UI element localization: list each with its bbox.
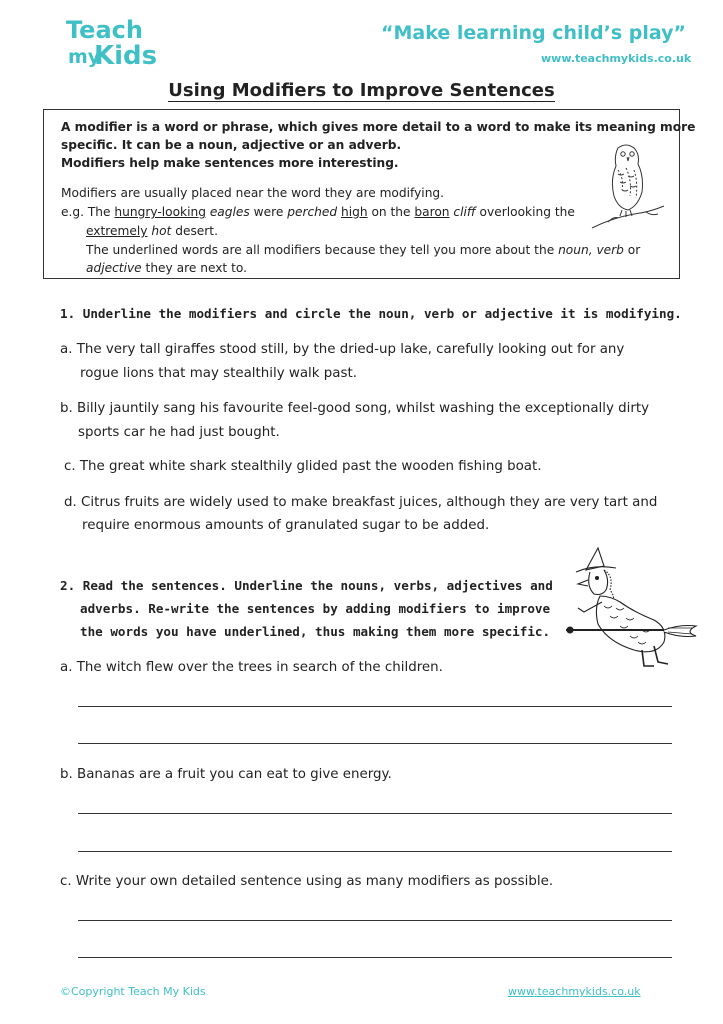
explanation-line-2 (86, 261, 247, 275)
example-text: were (249, 205, 288, 219)
example-text: overlooking the (475, 205, 575, 219)
question-1a-line-2: rogue lions that may stealthily walk past. (80, 366, 357, 381)
example-text: e.g. The (61, 205, 115, 219)
explanation-line-1 (86, 243, 640, 257)
modified-word: cliff (453, 205, 476, 219)
question-2c-line: c. Write your own detailed sentence using as many modifiers as possible. (60, 874, 554, 889)
info-box (43, 109, 696, 279)
answer-line-2b-1[interactable] (78, 813, 672, 814)
explanation-italic: noun, verb (558, 243, 624, 257)
modifier-word: high (341, 205, 368, 219)
modifier-word: hungry-looking (114, 205, 206, 219)
question-1b-line-2: sports car he had just bought. (78, 425, 280, 440)
example-text: on the (367, 205, 415, 219)
logo-kids-text: Kids (94, 41, 158, 71)
placement-line: Modifiers are usually placed near the word they are modifying. (61, 186, 445, 200)
example-line-2 (86, 224, 218, 238)
teach-my-kids-logo (66, 16, 166, 76)
answer-line-2a-2[interactable] (78, 743, 672, 744)
logo-my-text: my (68, 46, 101, 68)
question-1c-line: c. The great white shark stealthily glided past the wooden fishing boat. (64, 459, 542, 474)
logo-teach-text: Teach (66, 16, 143, 44)
question-2a-line: a. The witch flew over the trees in search of the children. (60, 660, 443, 675)
question-1b-line-1: b. Billy jauntily sang his favourite feel-good song, whilst washing the exceptionally dirty (60, 401, 650, 416)
question-2-heading-line-2: adverbs. Re-write the sentences by adding modifiers to improve (80, 601, 551, 616)
modifier-word: baron (414, 205, 450, 219)
modified-word: perched (287, 205, 338, 219)
question-1d-line-1: d. Citrus fruits are widely used to make breakfast juices, although they are very tart and (64, 495, 658, 510)
footer-url-link[interactable]: www.teachmykids.co.uk (508, 985, 641, 998)
question-2-heading-line-1: 2. Read the sentences. Underline the nouns, verbs, adjectives and (60, 578, 553, 593)
witch-illustration (564, 546, 698, 670)
explanation-text: The underlined words are all modifiers because they tell you more about the (86, 243, 559, 257)
example-line-1 (61, 205, 575, 219)
example-text: desert. (171, 224, 218, 238)
question-1a-line-1: a. The very tall giraffes stood still, by the dried-up lake, carefully looking out for any (60, 342, 625, 357)
page-title-text: Using Modifiers to Improve Sentences (168, 80, 555, 101)
definition-line-1: A modifier is a word or phrase, which gives more detail to a word to make its meaning more (61, 120, 696, 134)
answer-line-2c-2[interactable] (78, 957, 672, 958)
question-2-heading-line-3: the words you have underlined, thus making them more specific. (80, 624, 551, 639)
header-url: www.teachmykids.co.uk (541, 52, 692, 65)
definition-line-3: Modifiers help make sentences more interesting. (61, 156, 399, 170)
answer-line-2c-1[interactable] (78, 920, 672, 921)
explanation-italic: adjective (86, 261, 142, 275)
footer-copyright: ©Copyright Teach My Kids (60, 985, 206, 998)
tagline: “Make learning child’s play” (381, 22, 686, 44)
modified-word: eagles (209, 205, 250, 219)
modified-word: hot (151, 224, 172, 238)
definition-line-2: specific. It can be a noun, adjective or an adverb. (61, 138, 402, 152)
explanation-text: they are next to. (141, 261, 247, 275)
owl-illustration (588, 140, 668, 232)
question-1-heading: 1. Underline the modifiers and circle the noun, verb or adjective it is modifying. (60, 306, 682, 321)
modifier-word: extremely (86, 224, 148, 238)
question-1d-line-2: require enormous amounts of granulated sugar to be added. (82, 518, 490, 533)
answer-line-2b-2[interactable] (78, 851, 672, 852)
page-title (0, 80, 723, 101)
explanation-text: or (623, 243, 641, 257)
answer-line-2a-1[interactable] (78, 706, 672, 707)
question-2b-line: b. Bananas are a fruit you can eat to give energy. (60, 767, 392, 782)
